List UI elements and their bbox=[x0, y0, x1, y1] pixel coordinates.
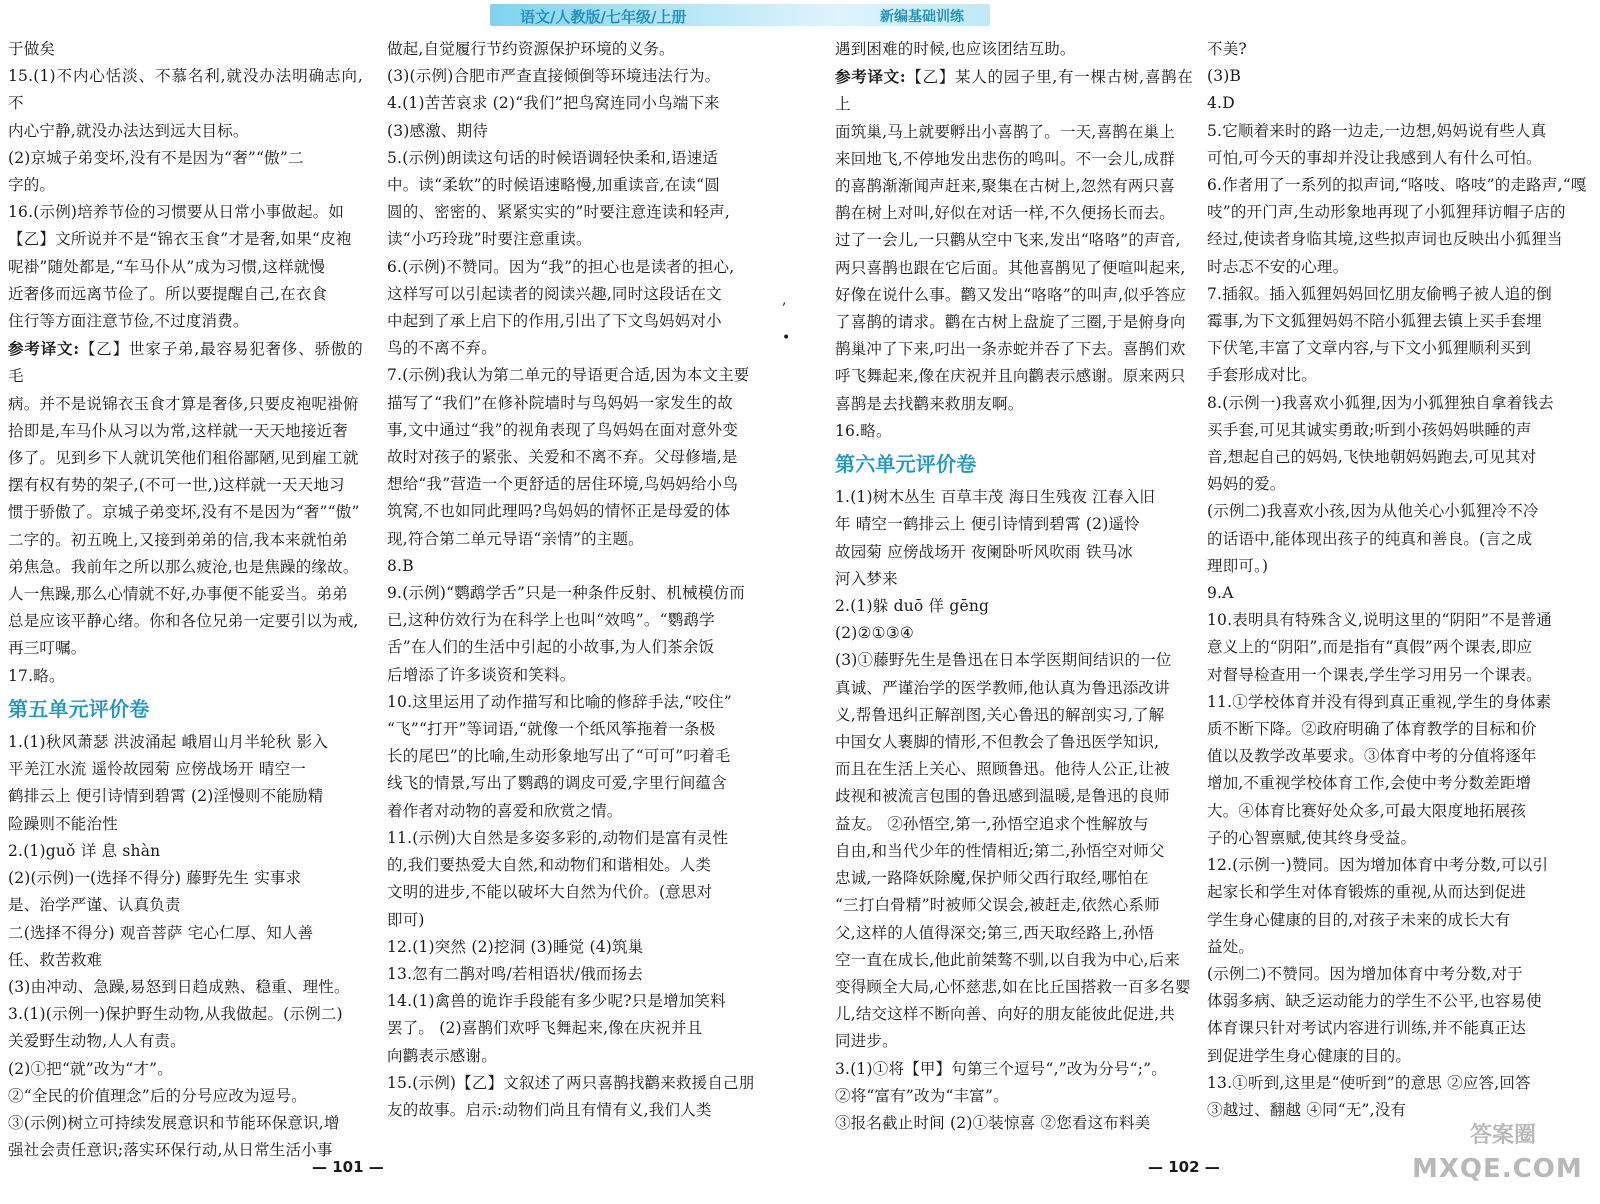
page-number-right: — 102 — bbox=[1148, 1158, 1220, 1176]
text-line: (3)(示例)合肥市严查直接倾倒等环境违法行为。 bbox=[387, 67, 721, 86]
text-line: 16.略。 bbox=[835, 421, 892, 440]
text-line: 经过,使读者身临其境,这些拟声词也反映出小狐狸当 bbox=[1207, 230, 1563, 249]
text-line: 中。读“柔软”的时候语速略慢,加重读音,在读“圆 bbox=[387, 176, 720, 195]
column-4 bbox=[1207, 36, 1595, 1124]
text-line: 增加,不重视学校体育工作,会使中考分数差距增 bbox=[1207, 774, 1532, 793]
text-line: 9.(示例)“鹦鹉学舌”只是一种条件反射、机械模仿而 bbox=[387, 584, 745, 603]
text-line: 体弱多病、缺乏运动能力的学生不公平,也容易使 bbox=[1207, 992, 1542, 1011]
text-line: 中国女人裹脚的情形,不但教会了鲁迅医学知识, bbox=[835, 733, 1160, 752]
text-line: 买手套,可见其诚实勇敢;听到小孩妈妈哄睡的声 bbox=[1207, 420, 1532, 439]
text-line: “飞”“打开”等词语,“就像一个纸风筝拖着一条极 bbox=[387, 720, 716, 739]
text-line: 鹊在树上对叫,好似在对话一样,不久便扬长而去。 bbox=[835, 204, 1175, 223]
text-line: 3.(1)①将【甲】句第三个逗号“,”改为分号“;”。 bbox=[835, 1059, 1167, 1078]
unit-5-heading: 第五单元评价卷 bbox=[8, 696, 150, 721]
text-line: 描写了“我们”在修补院墙时与鸟妈妈一家发生的故 bbox=[387, 393, 733, 412]
text-line: 空一直在成长,他此前桀骜不驯,以自我为中心,后来 bbox=[835, 950, 1181, 969]
text-line: 了喜鹊的请求。鹳在古树上盘旋了三圈,于是俯身向 bbox=[835, 313, 1186, 332]
text-line: 同进步。 bbox=[835, 1032, 898, 1051]
text-line: 惯于骄傲了。京城子弟变坏,没有不是因为“奢”“傲” bbox=[8, 503, 360, 522]
text-line: 鹊巢冲了下来,叼出一条赤蛇并吞了下去。喜鹊们欢 bbox=[835, 340, 1186, 359]
text-line: 读“小巧玲珑”时要注意重读。 bbox=[387, 230, 592, 249]
text-line: 4.(1)苦苦哀求 (2)“我们”把鸟窝连同小鸟端下来 bbox=[387, 94, 720, 113]
text-line: 来回地飞,不停地发出悲伤的鸣叫。不一会儿,成群 bbox=[835, 149, 1175, 168]
text-line: ③越过、翻越 ④同“无”,没有 bbox=[1207, 1100, 1407, 1119]
col3b-text bbox=[835, 484, 1193, 1137]
text-line: 二(选择不得分) 观音菩萨 宅心仁厚、知人善 bbox=[8, 923, 314, 942]
text-line: 拾即是,车马仆从习以为常,这样就一天天地接近奢 bbox=[8, 421, 348, 440]
text-line: 字的。 bbox=[8, 176, 56, 195]
text-line: (3)B bbox=[1207, 67, 1242, 86]
text-line: 遇到困难的时候,也应该团结互助。 bbox=[835, 40, 1076, 58]
text-line: (2)②①③④ bbox=[835, 624, 914, 643]
text-line: 中起到了承上启下的作用,引出了下文鸟妈妈对小 bbox=[387, 312, 722, 331]
text-line: 13.①听到,这里是“使听到”的意思 ②应答,回答 bbox=[1207, 1073, 1531, 1092]
text-line: 歧视和被流言包围的鲁迅感到温暖,是鲁迅的良师 bbox=[835, 787, 1170, 806]
text-line: 故时对孩子的紧张、关爱和不离不弃。父母修墙,是 bbox=[387, 448, 738, 467]
text-line: 可怕,可今天的事却并没让我感到人有什么可怕。 bbox=[1207, 148, 1542, 167]
text-line: 的话语中,能体现出孩子的纯真和善良。(言之成 bbox=[1207, 529, 1533, 548]
text-line: 4.D bbox=[1207, 94, 1235, 113]
text-line: 筑窝,不也如同此理吗?鸟妈妈的情怀正是母爱的体 bbox=[387, 502, 731, 521]
text-line: 已,这种仿效行为在科学上也叫“效鸣”。“鹦鹉学 bbox=[387, 611, 715, 630]
text-line: 8.(示例一)我喜欢小狐狸,因为小狐狸独自拿着钱去 bbox=[1207, 393, 1554, 412]
text-line: 于做矣 bbox=[8, 40, 56, 58]
text-line: (3)感激、期待 bbox=[387, 121, 489, 140]
text-line: 真诚、严谨治学的医学教师,他认真为鲁迅添改讲 bbox=[835, 678, 1170, 697]
text-line: 平羌江水流 遥怜故园菊 应傍战场开 晴空一 bbox=[8, 760, 306, 779]
text-line: 质不断下降。②政府明确了体育教学的目标和价 bbox=[1207, 720, 1537, 739]
binding-mark: , bbox=[782, 292, 787, 308]
text-line: 后增添了许多谈资和笑料。 bbox=[387, 665, 576, 684]
text-line: 内心宁静,就没办法达到远大目标。 bbox=[8, 121, 249, 140]
text-line: 现,符合第二单元导语“亲情”的主题。 bbox=[387, 529, 644, 548]
text-line: 鹤排云上 便引诗情到碧霄 (2)淫慢则不能励精 bbox=[8, 787, 324, 806]
text-line: 自由,和当代少年的性情相近;第二,孙悟空对师父 bbox=[835, 841, 1165, 860]
header-banner bbox=[490, 4, 990, 26]
text-line: ②“全民的价值理念”后的分号应改为逗号。 bbox=[8, 1086, 307, 1105]
text-line: (3)由冲动、急躁,易怒到日趋成熟、稳重、理性。 bbox=[8, 977, 350, 996]
text-line: 10.这里运用了动作描写和比喻的修辞手法,“咬住” bbox=[387, 692, 732, 711]
text-line: 2.(1)躲 duō 佯 gēng bbox=[835, 597, 990, 616]
text-line: 霉事,为下文狐狸妈妈不陪小狐狸去镇上买手套埋 bbox=[1207, 312, 1542, 331]
text-line: (2)(示例)一(选择不得分) 藤野先生 实事求 bbox=[8, 869, 302, 888]
text-line: 7.(示例)我认为第二单元的导语更合适,因为本文主要 bbox=[387, 366, 750, 385]
text-line: 文明的进步,不能以破坏大自然为代价。(意思对 bbox=[387, 883, 713, 902]
watermark-url: MXQE.COM bbox=[1412, 1154, 1583, 1184]
text-line: 变得顾全大局,心怀慈悲,如在比丘国搭救一百多名婴 bbox=[835, 977, 1191, 996]
text-line: 线飞的情景,写出了鹦鹉的调皮可爱,字里行间蕴含 bbox=[387, 774, 727, 793]
text-line: 10.表明具有特殊含义,说明这里的“阴阳”不是普通 bbox=[1207, 611, 1552, 630]
text-line: 儿,结交这样不断向善、向好的朋友能彼此促进,共 bbox=[835, 1005, 1175, 1024]
text-line: ②将“富有”改为“丰富”。 bbox=[835, 1086, 1009, 1105]
text-line: 二字的。初五晚上,又接到弟弟的信,我本来就怕弟 bbox=[8, 530, 348, 549]
text-line: 7.插叙。插入狐狸妈妈回忆朋友偷鸭子被人追的倒 bbox=[1207, 284, 1552, 303]
text-line: 9.A bbox=[1207, 584, 1234, 603]
text-line: 益处。 bbox=[1207, 937, 1255, 956]
text-line: 益友。 ②孙悟空,第一,孙悟空追求个性解放与 bbox=[835, 814, 1149, 833]
text-line: 义,帮鲁迅纠正解剖图,关心鲁迅的解剖实习,了解 bbox=[835, 705, 1165, 724]
text-line: 关爱野生动物,人人有责。 bbox=[8, 1032, 186, 1051]
text-line: 17.略。 bbox=[8, 666, 65, 685]
text-line: (3)①藤野先生是鲁迅在日本学医期间结识的一位 bbox=[835, 651, 1172, 670]
text-line: 6.作者用了一系列的拟声词,“咯吱、咯吱”的走路声,“嘎 bbox=[1207, 176, 1587, 195]
text-line: 再三叮嘱。 bbox=[8, 639, 87, 658]
text-line: 长的尾巴”的比喻,生动形象地写出了“可可”叼着毛 bbox=[387, 747, 731, 766]
text-line: 是、治学严谨、认真负责 bbox=[8, 896, 181, 915]
header-subject: 语文/人教版/七年级/上册 bbox=[520, 8, 687, 26]
text-line: 11.(示例)大自然是多姿多彩的,动物们是富有灵性 bbox=[387, 828, 729, 847]
text-line: 【乙】文所说并不是“锦衣玉食”才是奢,如果“皮袍 bbox=[8, 230, 352, 249]
text-line: 不美? bbox=[1207, 40, 1247, 58]
text-line: 1.(1)秋风萧瑟 洪波涌起 峨眉山月半轮秋 影入 bbox=[8, 733, 329, 752]
text-line: 面筑巢,马上就要孵出小喜鹊了。一天,喜鹊在巢上 bbox=[835, 122, 1175, 141]
watermark-text: 答案圈 bbox=[1470, 1123, 1537, 1148]
column-1 bbox=[8, 36, 363, 1164]
text-line: 险躁则不能治性 bbox=[8, 814, 118, 833]
text-line: 弟焦急。我前年之所以那么疲沧,也是焦躁的缘故。 bbox=[8, 557, 359, 576]
text-line: 住行等方面注意节俭,不过度消费。 bbox=[8, 312, 249, 331]
col3-text bbox=[835, 36, 1193, 445]
text-line: 近奢侈而远离节俭了。所以要提醒自己,在衣食 bbox=[8, 284, 328, 303]
binding-mark: • bbox=[782, 330, 791, 346]
column-3 bbox=[835, 36, 1193, 1137]
text-line: ③(示例)树立可持续发展意识和节能环保意识,增 bbox=[8, 1113, 340, 1132]
text-line: 12.(示例一)赞同。因为增加体育中考分数,可以引 bbox=[1207, 856, 1549, 875]
text-line: 总是应该平静心绪。你和各位兄弟一定要引以为戒, bbox=[8, 612, 359, 631]
text-line: 圆的、密密的、紧紧实实的”时要注意连读和轻声, bbox=[387, 203, 730, 222]
text-line: (示例二)不赞同。因为增加体育中考分数,对于 bbox=[1207, 964, 1523, 983]
text-line: 15.(1)不内心恬淡、不慕名利,就没办法明确志向,不 bbox=[8, 67, 363, 113]
text-line: 下伏笔,丰富了文章内容,与下文小狐狸顺利买到 bbox=[1207, 339, 1532, 358]
watermark-logo bbox=[1412, 1118, 1592, 1198]
text-line: 参考译文:【乙】世家子弟,最容易犯奢侈、骄傲的毛 bbox=[8, 339, 363, 386]
text-line: (示例二)我喜欢小孩,因为从他关心小狐狸冷不冷 bbox=[1207, 502, 1539, 521]
text-line: 好像在说什么事。鹳又发出“咯咯”的叫声,似乎答应 bbox=[835, 285, 1187, 304]
text-line: 手套形成对比。 bbox=[1207, 366, 1317, 385]
text-line: 吱”的开门声,生动形象地再现了小狐狸拜访帽子店的 bbox=[1207, 203, 1566, 222]
col1-text bbox=[8, 36, 363, 690]
text-line: 8.B bbox=[387, 556, 414, 575]
text-line: 舌”在人们的生活中引起的小故事,为人们茶余饭 bbox=[387, 638, 715, 657]
text-line: 1.(1)树木丛生 百草丰茂 海日生残夜 江春入旧 bbox=[835, 488, 1156, 507]
text-line: 13.忽有二鹊对鸣/若相语状/俄而扬去 bbox=[387, 964, 643, 983]
text-line: “三打白骨精”时被师父误会,被赶走,依然心系师 bbox=[835, 896, 1160, 915]
text-line: 参考译文:【乙】某人的园子里,有一棵古树,喜鹊在上 bbox=[835, 67, 1193, 114]
text-line: 起家长和学生对体育锻炼的重视,从而达到促进 bbox=[1207, 883, 1527, 902]
text-line: 时忐忑不安的心理。 bbox=[1207, 257, 1349, 276]
text-line: 理即可。) bbox=[1207, 556, 1269, 575]
text-line: 11.①学校体育并没有得到真正重视,学生的身体素 bbox=[1207, 692, 1552, 711]
header-series: 新编基础训练 bbox=[880, 9, 964, 25]
text-line: 摆有权有势的架子,(不可一世,)这样就一天天地习 bbox=[8, 476, 345, 495]
text-line: 任、救苦救难 bbox=[8, 950, 103, 969]
text-line: 值以及教学改革要求。③体育中考的分值将逐年 bbox=[1207, 747, 1537, 766]
text-line: 3.(1)(示例一)保护野生动物,从我做起。(示例二) bbox=[8, 1005, 343, 1024]
text-line: 故园菊 应傍战场开 夜阑卧听风吹雨 铁马冰 bbox=[835, 542, 1133, 561]
text-line: 友的故事。启示:动物们尚且有情有义,我们人类 bbox=[387, 1100, 712, 1119]
text-line: 5.(示例)朗读这句话的时候语调轻快柔和,语速适 bbox=[387, 148, 719, 167]
text-line: 14.(1)禽兽的诡诈手段能有多少呢?只是增加笑料 bbox=[387, 992, 726, 1011]
text-line: 即可) bbox=[387, 910, 425, 929]
col2-text bbox=[387, 36, 759, 1124]
text-line: 呢褂”随处都是,“车马仆从”成为习惯,这样就慢 bbox=[8, 257, 326, 276]
text-line: 做起,自觉履行节约资源保护环境的义务。 bbox=[387, 40, 675, 58]
text-line: 而且在生活上关心、照顾鲁迅。他待人公正,让被 bbox=[835, 760, 1170, 779]
text-line: 人一焦躁,那么心情就不好,办事便不能妥当。弟弟 bbox=[8, 585, 348, 604]
text-line: 过了一会儿,一只鹳从空中飞来,发出“咯咯”的声音, bbox=[835, 231, 1181, 250]
text-line: 呼飞舞起来,像在庆祝并且向鹳表示感谢。原来两只 bbox=[835, 367, 1186, 386]
text-line: 的,我们要热爱大自然,和动物们和谐相处。人类 bbox=[387, 856, 712, 875]
text-line: 事,文中通过“我”的视角表现了鸟妈妈在面对意外变 bbox=[387, 420, 739, 439]
text-line: 侈了。见到乡下人就讥笑他们租俗鄙陋,见到雇工就 bbox=[8, 449, 359, 468]
text-line: 着作者对动物的喜爱和欣赏之情。 bbox=[387, 801, 623, 820]
text-line: 对督导检查用一个课表,学生学习用另一个课表。 bbox=[1207, 665, 1542, 684]
text-line: 5.它顺着来时的路一边走,一边想,妈妈说有些人真 bbox=[1207, 121, 1547, 140]
text-line: 病。并不是说锦衣玉食才算是奢侈,只要皮袍呢褂俯 bbox=[8, 394, 359, 413]
text-line: 罢了。 (2)喜鹊们欢呼飞舞起来,像在庆祝并且 bbox=[387, 1019, 703, 1038]
page-number-left: — 101 — bbox=[312, 1158, 384, 1176]
text-line: ③报名截止时间 (2)①装惊喜 ②您看这布料美 bbox=[835, 1113, 1151, 1132]
text-line: 强社会责任意识;落实环保行动,从日常生活小事 bbox=[8, 1141, 333, 1160]
text-line: 忠诚,一路降妖除魔,保护师父西行取经,哪怕在 bbox=[835, 869, 1149, 888]
text-line: 鸟的不离不弃。 bbox=[387, 339, 497, 358]
text-line: (2)京城子弟变坏,没有不是因为“奢”“傲”二 bbox=[8, 148, 304, 167]
text-line: 到促进学生身心健康的目的。 bbox=[1207, 1046, 1412, 1065]
text-line: 15.(示例)【乙】文叙述了两只喜鹊找鹳来救援自己朋 bbox=[387, 1073, 755, 1092]
text-line: 大。④体育比赛好处众多,可最大限度地拓展孩 bbox=[1207, 801, 1527, 820]
text-line: 体育课只针对考试内容进行训练,并不能真正达 bbox=[1207, 1019, 1527, 1038]
text-line: 这样写可以引起读者的阅读兴趣,同时这段话在文 bbox=[387, 284, 722, 303]
text-line: 意义上的“阴阳”,而是指有“真假”两个课表,即应 bbox=[1207, 638, 1533, 657]
column-2 bbox=[387, 36, 759, 1124]
text-line: 16.(示例)培养节俭的习惯要从日常小事做起。如 bbox=[8, 203, 345, 222]
text-line: 向鹳表示感谢。 bbox=[387, 1046, 497, 1065]
text-line: 父,这样的人值得深交;第三,西天取经路上,孙悟 bbox=[835, 923, 1155, 942]
text-line: 河入梦来 bbox=[835, 569, 898, 588]
text-line: 妈妈的爱。 bbox=[1207, 475, 1286, 494]
col4-text bbox=[1207, 36, 1595, 1124]
text-line: 两只喜鹊也跟在它后面。其他喜鹊见了便喧叫起来, bbox=[835, 258, 1186, 277]
text-line: 年 晴空一鹤排云上 便引诗情到碧霄 (2)遥怜 bbox=[835, 515, 1140, 534]
unit-6-heading: 第六单元评价卷 bbox=[835, 452, 977, 477]
text-line: (2)①把“就”改为“才”。 bbox=[8, 1059, 173, 1078]
text-line: 子的心智禀赋,使其终身受益。 bbox=[1207, 828, 1417, 847]
text-line: 的喜鹊渐渐闻声赶来,聚集在古树上,忽然有两只喜 bbox=[835, 177, 1175, 196]
text-line: 喜鹊是去找鹳来救朋友啊。 bbox=[835, 394, 1024, 413]
text-line: 学生身心健康的目的,对孩子未来的成长大有 bbox=[1207, 910, 1511, 929]
text-line: 2.(1)guǒ 详 息 shàn bbox=[8, 841, 161, 860]
text-line: 6.(示例)不赞同。因为“我”的担心也是读者的担心, bbox=[387, 257, 735, 276]
text-line: 想给“我”营造一个更舒适的居住环境,鸟妈妈给小鸟 bbox=[387, 475, 739, 494]
text-line: 12.(1)突然 (2)挖洞 (3)睡觉 (4)筑巢 bbox=[387, 937, 644, 956]
text-line: 音,想起自己的妈妈,飞快地朝妈妈跑去,可见其对 bbox=[1207, 448, 1537, 467]
col1b-text bbox=[8, 729, 363, 1164]
